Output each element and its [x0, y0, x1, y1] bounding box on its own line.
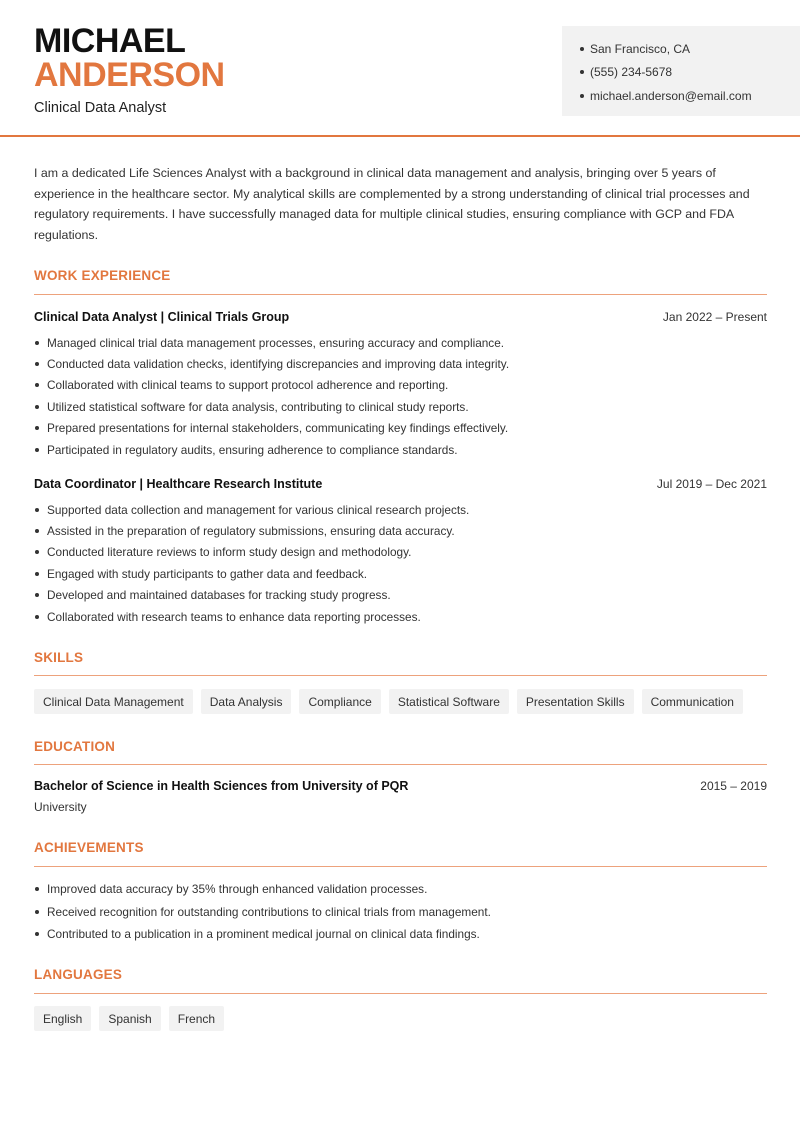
list-item: Received recognition for outstanding contributions to clinical trials from management. — [34, 901, 766, 924]
skills-list — [34, 689, 743, 714]
bullet-icon — [580, 94, 584, 98]
job-date: Jan 2022 – Present — [662, 310, 767, 324]
bullet-icon — [35, 593, 39, 597]
last-name: ANDERSON — [34, 56, 225, 94]
bullet-icon — [35, 341, 39, 345]
list-item: Managed clinical trial data management processes, ensuring accuracy and compliance. — [34, 332, 766, 353]
contact-email[interactable]: michael.anderson@email.com — [580, 84, 800, 108]
list-item: Utilized statistical software for data analysis, contributing to clinical study reports. — [34, 396, 766, 417]
first-name: MICHAEL — [34, 22, 186, 60]
job-role: Clinical Data Analyst — [34, 100, 167, 116]
list-item: Conducted literature reviews to inform study design and methodology. — [34, 542, 766, 563]
job-title: Clinical Data Analyst | Clinical Trials Group — [34, 310, 290, 324]
achievement-list — [34, 878, 766, 946]
bullet-icon — [35, 932, 39, 936]
list-item: Developed and maintained databases for tracking study progress. — [34, 585, 766, 606]
resume-header — [0, 0, 800, 137]
bullet-icon — [35, 405, 39, 409]
bullet-icon — [35, 448, 39, 452]
contact-box — [562, 26, 800, 116]
section-divider — [34, 675, 767, 676]
job-date: Jul 2019 – Dec 2021 — [656, 477, 767, 491]
language-chip: English — [34, 1006, 91, 1031]
education-institution: University — [34, 800, 87, 814]
list-item: Assisted in the preparation of regulatory submissions, ensuring data accuracy. — [34, 520, 766, 541]
section-title-education: EDUCATION — [34, 739, 116, 754]
skill-chip: Clinical Data Management — [34, 689, 193, 714]
list-item: Improved data accuracy by 35% through enhanced validation processes. — [34, 878, 766, 901]
bullet-icon — [35, 508, 39, 512]
language-chip: Spanish — [99, 1006, 160, 1031]
list-item: Collaborated with clinical teams to support protocol adherence and reporting. — [34, 375, 766, 396]
section-divider — [34, 294, 767, 295]
bullet-icon — [35, 362, 39, 366]
section-title-achievements: ACHIEVEMENTS — [34, 840, 144, 855]
list-item: Supported data collection and management for various clinical research projects. — [34, 499, 766, 520]
bullet-icon — [35, 615, 39, 619]
bullet-icon — [35, 910, 39, 914]
degree-title: Bachelor of Science in Health Sciences from University of PQR — [34, 779, 409, 793]
skill-chip: Compliance — [299, 689, 380, 714]
candidate-name — [34, 24, 225, 92]
bullet-icon — [35, 383, 39, 387]
bullet-icon — [35, 887, 39, 891]
section-divider — [34, 866, 767, 867]
contact-location: San Francisco, CA — [580, 37, 800, 61]
section-title-work: WORK EXPERIENCE — [34, 268, 171, 283]
skill-chip: Data Analysis — [201, 689, 292, 714]
bullet-icon — [580, 70, 584, 74]
languages-list — [34, 1006, 224, 1031]
job-title: Data Coordinator | Healthcare Research Institute — [34, 477, 323, 491]
bullet-icon — [580, 47, 584, 51]
section-title-languages: LANGUAGES — [34, 967, 123, 982]
list-item: Collaborated with research teams to enhance data reporting processes. — [34, 606, 766, 627]
list-item: Conducted data validation checks, identifying discrepancies and improving data integrity. — [34, 353, 766, 374]
list-item: Engaged with study participants to gather data and feedback. — [34, 563, 766, 584]
language-chip: French — [169, 1006, 224, 1031]
list-item: Participated in regulatory audits, ensuring adherence to compliance standards. — [34, 439, 766, 460]
skill-chip: Presentation Skills — [517, 689, 634, 714]
job-bullets — [34, 332, 766, 460]
profile-summary: I am a dedicated Life Sciences Analyst with a background in clinical data management and analysis, bringing over 5 years of experience in the healthcare sector. My analytical skills are complemented by a strong understanding of clinical trial processes and regulatory requirements. I have successfully managed data for multiple clinical studies, ensuring compliance with GCP and FDA regulations. — [34, 166, 750, 243]
section-divider — [34, 764, 767, 765]
list-item: Prepared presentations for internal stakeholders, communicating key findings effectively. — [34, 418, 766, 439]
bullet-icon — [35, 550, 39, 554]
education-date: 2015 – 2019 — [700, 779, 767, 793]
job-bullets — [34, 499, 766, 627]
contact-phone: (555) 234-5678 — [580, 61, 800, 85]
section-divider — [34, 993, 767, 994]
list-item: Contributed to a publication in a prominent medical journal on clinical data findings. — [34, 923, 766, 946]
section-title-skills: SKILLS — [34, 650, 84, 665]
bullet-icon — [35, 572, 39, 576]
skill-chip: Communication — [642, 689, 743, 714]
bullet-icon — [35, 426, 39, 430]
bullet-icon — [35, 529, 39, 533]
skill-chip: Statistical Software — [389, 689, 509, 714]
